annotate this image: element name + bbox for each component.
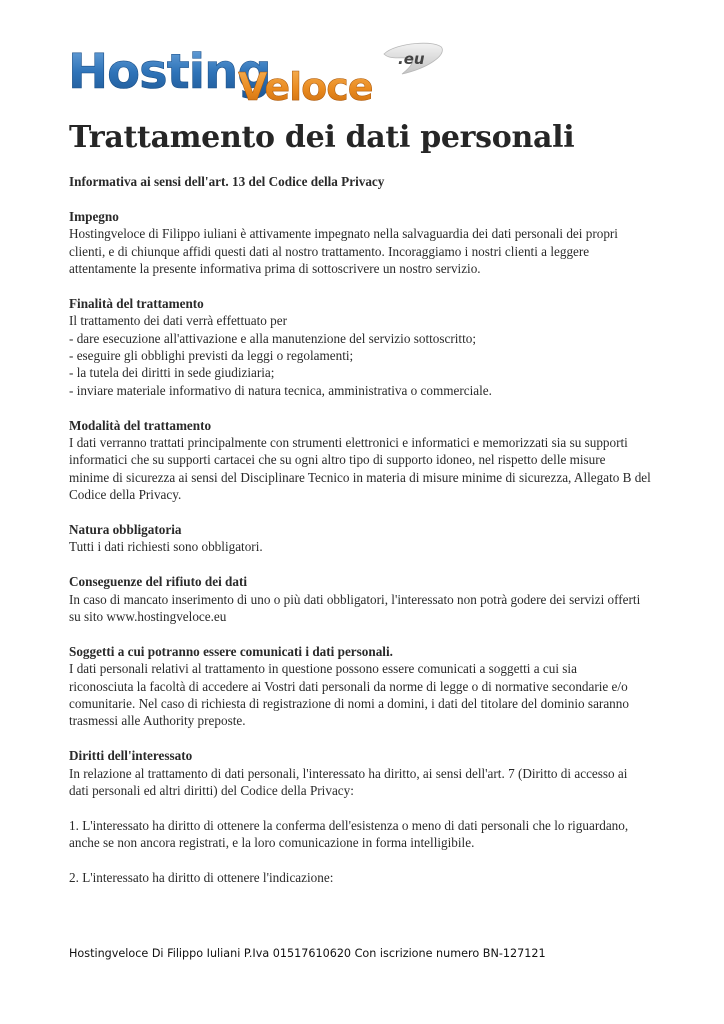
section-text-line: - la tutela dei diritti in sede giudiziaria;: [69, 365, 275, 381]
section-text-line: trasmessi alle Authority preposte.: [69, 713, 246, 729]
section-text-line: Codice della Privacy.: [69, 487, 182, 503]
section-text-line: su sito www.hostingveloce.eu: [69, 609, 227, 625]
document-section: [69, 295, 659, 399]
section-text-line: In caso di mancato inserimento di uno o più dati obbligatori, l'interessato non potrà godere dei servizi offerti: [69, 591, 641, 607]
section-text-line: I dati verranno trattati principalmente con strumenti elettronici e informatici e memorizzati sia su supporti: [69, 435, 628, 451]
logo-brand-hosting: Hosting: [68, 44, 271, 100]
document-sections: [69, 208, 659, 887]
section-text-line: Hostingveloce di Filippo iuliani è attivamente impegnato nella salvaguardia dei dati personali dei propri: [69, 226, 618, 242]
logo-brand-veloce: Veloce: [238, 65, 373, 109]
section-heading: Diritti dell'interessato: [69, 748, 193, 764]
section-text-line: Tutti i dati richiesti sono obbligatori.: [69, 539, 263, 555]
section-text-line: informatici che su supporti cartacei che su ogni altro tipo di supporto idoneo, nel rispetto delle misure: [69, 452, 606, 468]
document-section: [69, 573, 659, 625]
document-section: [69, 208, 659, 278]
section-text-line: dati personali ed altri diritti) del Codice della Privacy:: [69, 783, 354, 799]
document-section: [69, 417, 659, 504]
document-section: [69, 869, 659, 886]
document-body: [69, 173, 659, 904]
document-section: [69, 521, 659, 556]
page-footer: Hostingveloce Di Filippo Iuliani P.Iva 01517610620 Con iscrizione numero BN-127121: [69, 947, 546, 960]
section-text-line: 2. L'interessato ha diritto di ottenere l'indicazione:: [69, 870, 334, 886]
section-text-line: - dare esecuzione all'attivazione e alla manutenzione del servizio sottoscritto;: [69, 330, 476, 346]
section-heading: Conseguenze del rifiuto dei dati: [69, 574, 248, 590]
section-heading: Soggetti a cui potranno essere comunicati i dati personali.: [69, 643, 393, 659]
section-text-line: - eseguire gli obblighi previsti da leggi o regolamenti;: [69, 348, 354, 364]
hostingveloce-logo: [66, 40, 446, 112]
section-text-line: riconosciuta la facoltà di accedere ai Vostri dati personali da norme di legge o di normative secondarie e/o: [69, 678, 628, 694]
section-text-line: comunitarie. Nel caso di richiesta di registrazione di nomi a domini, i dati del titolare del dominio saranno: [69, 696, 629, 712]
section-text-line: anche se non ancora registrati, e la loro comunicazione in forma intelligibile.: [69, 835, 475, 851]
document-title: Trattamento dei dati personali: [69, 120, 575, 155]
section-text-line: In relazione al trattamento di dati personali, l'interessato ha diritto, ai sensi dell'art. 7 (Diritto di accesso ai: [69, 765, 628, 781]
section-heading: Modalità del trattamento: [69, 417, 212, 433]
section-heading: Natura obbligatoria: [69, 522, 182, 538]
document-subtitle: Informativa ai sensi dell'art. 13 del Codice della Privacy: [69, 174, 385, 189]
section-heading: Finalità del trattamento: [69, 295, 204, 311]
section-text-line: attentamente la presente informativa prima di sottoscrivere un nostro servizio.: [69, 261, 481, 276]
document-section: [69, 817, 659, 852]
section-text-line: minime di sicurezza ai sensi del Disciplinare Tecnico in materia di misure minime di sicurezza, Allegato B del: [69, 469, 651, 485]
document-section: [69, 643, 659, 730]
section-text-line: clienti, e di chiunque affidi questi dati al nostro trattamento. Incoraggiamo i nostri clienti a leggere: [69, 243, 590, 259]
document-section: [69, 747, 659, 799]
section-heading: Impegno: [69, 208, 119, 224]
section-text-line: I dati personali relativi al trattamento in questione possono essere comunicati a soggetti a cui sia: [69, 661, 577, 677]
logo-tld-text: .eu: [398, 50, 425, 68]
section-text-line: Il trattamento dei dati verrà effettuato per: [69, 313, 287, 329]
section-text-line: 1. L'interessato ha diritto di ottenere la conferma dell'esistenza o meno di dati personali che lo riguardano,: [69, 817, 629, 833]
section-text-line: - inviare materiale informativo di natura tecnica, amministrativa o commerciale.: [69, 382, 492, 398]
